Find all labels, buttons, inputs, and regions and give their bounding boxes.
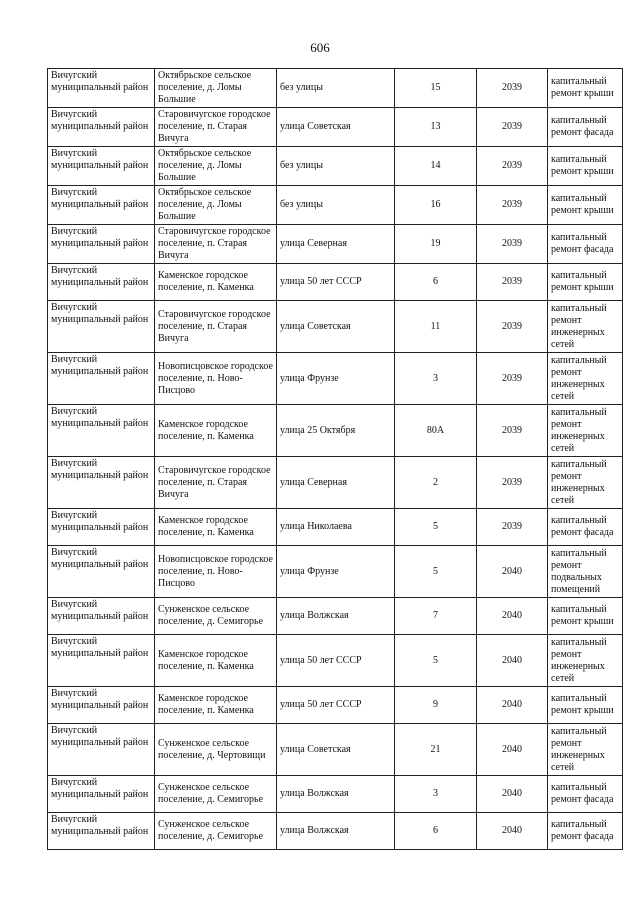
table-row: [48, 225, 623, 264]
year-cell: 2039: [477, 457, 548, 509]
street-cell: улица 25 Октября: [277, 405, 395, 457]
house-number-cell: 7: [395, 598, 477, 635]
district-cell: Вичугский муниципальный район: [48, 509, 155, 546]
district-cell: Вичугский муниципальный район: [48, 301, 155, 353]
year-cell: 2040: [477, 776, 548, 813]
table-row: [48, 457, 623, 509]
settlement-cell: Октябрьское сельское поселение, д. Ломы Большие: [155, 147, 277, 186]
repair-schedule-table: [47, 68, 623, 850]
house-number-cell: 3: [395, 353, 477, 405]
table-row: [48, 186, 623, 225]
work-cell: капитальный ремонт инженерных сетей: [548, 724, 623, 776]
table-row: [48, 264, 623, 301]
street-cell: улица Советская: [277, 301, 395, 353]
house-number-cell: 3: [395, 776, 477, 813]
house-number-cell: 2: [395, 457, 477, 509]
work-cell: капитальный ремонт инженерных сетей: [548, 301, 623, 353]
street-cell: улица 50 лет СССР: [277, 264, 395, 301]
district-cell: Вичугский муниципальный район: [48, 635, 155, 687]
year-cell: 2040: [477, 635, 548, 687]
settlement-cell: Сунженское сельское поселение, д. Семигорье: [155, 776, 277, 813]
work-cell: капитальный ремонт крыши: [548, 687, 623, 724]
work-cell: капитальный ремонт фасада: [548, 225, 623, 264]
year-cell: 2039: [477, 186, 548, 225]
work-cell: капитальный ремонт фасада: [548, 813, 623, 850]
district-cell: Вичугский муниципальный район: [48, 546, 155, 598]
table-row: [48, 546, 623, 598]
house-number-cell: 11: [395, 301, 477, 353]
district-cell: Вичугский муниципальный район: [48, 776, 155, 813]
table-body: [48, 69, 623, 850]
street-cell: улица Северная: [277, 457, 395, 509]
settlement-cell: Октябрьское сельское поселение, д. Ломы Большие: [155, 69, 277, 108]
year-cell: 2039: [477, 147, 548, 186]
district-cell: Вичугский муниципальный район: [48, 687, 155, 724]
house-number-cell: 16: [395, 186, 477, 225]
year-cell: 2039: [477, 69, 548, 108]
work-cell: капитальный ремонт крыши: [548, 69, 623, 108]
street-cell: улица Северная: [277, 225, 395, 264]
year-cell: 2039: [477, 264, 548, 301]
work-cell: капитальный ремонт крыши: [548, 186, 623, 225]
table-row: [48, 776, 623, 813]
year-cell: 2040: [477, 724, 548, 776]
street-cell: улица Советская: [277, 108, 395, 147]
settlement-cell: Каменское городское поселение, п. Каменка: [155, 687, 277, 724]
work-cell: капитальный ремонт фасада: [548, 776, 623, 813]
work-cell: капитальный ремонт крыши: [548, 264, 623, 301]
house-number-cell: 80А: [395, 405, 477, 457]
settlement-cell: Старовичугское городское поселение, п. Старая Вичуга: [155, 108, 277, 147]
house-number-cell: 5: [395, 546, 477, 598]
district-cell: Вичугский муниципальный район: [48, 147, 155, 186]
house-number-cell: 13: [395, 108, 477, 147]
house-number-cell: 5: [395, 635, 477, 687]
house-number-cell: 15: [395, 69, 477, 108]
district-cell: Вичугский муниципальный район: [48, 264, 155, 301]
district-cell: Вичугский муниципальный район: [48, 225, 155, 264]
district-cell: Вичугский муниципальный район: [48, 353, 155, 405]
district-cell: Вичугский муниципальный район: [48, 724, 155, 776]
settlement-cell: Новописцовское городское поселение, п. Ново-Писцово: [155, 546, 277, 598]
table-row: [48, 69, 623, 108]
district-cell: Вичугский муниципальный район: [48, 405, 155, 457]
table-row: [48, 353, 623, 405]
work-cell: капитальный ремонт инженерных сетей: [548, 353, 623, 405]
street-cell: улица Волжская: [277, 776, 395, 813]
house-number-cell: 19: [395, 225, 477, 264]
settlement-cell: Новописцовское городское поселение, п. Ново-Писцово: [155, 353, 277, 405]
table-row: [48, 301, 623, 353]
page-number: 606: [310, 40, 330, 55]
year-cell: 2039: [477, 301, 548, 353]
settlement-cell: Старовичугское городское поселение, п. Старая Вичуга: [155, 301, 277, 353]
year-cell: 2039: [477, 108, 548, 147]
year-cell: 2040: [477, 813, 548, 850]
table-row: [48, 509, 623, 546]
street-cell: улица Советская: [277, 724, 395, 776]
street-cell: улица 50 лет СССР: [277, 687, 395, 724]
work-cell: капитальный ремонт крыши: [548, 147, 623, 186]
house-number-cell: 21: [395, 724, 477, 776]
year-cell: 2039: [477, 405, 548, 457]
district-cell: Вичугский муниципальный район: [48, 186, 155, 225]
street-cell: улица 50 лет СССР: [277, 635, 395, 687]
house-number-cell: 6: [395, 813, 477, 850]
street-cell: улица Фрунзе: [277, 546, 395, 598]
year-cell: 2040: [477, 546, 548, 598]
year-cell: 2040: [477, 687, 548, 724]
work-cell: капитальный ремонт инженерных сетей: [548, 405, 623, 457]
settlement-cell: Сунженское сельское поселение, д. Семигорье: [155, 598, 277, 635]
year-cell: 2040: [477, 598, 548, 635]
settlement-cell: Сунженское сельское поселение, д. Чертовищи: [155, 724, 277, 776]
settlement-cell: Старовичугское городское поселение, п. Старая Вичуга: [155, 457, 277, 509]
district-cell: Вичугский муниципальный район: [48, 598, 155, 635]
settlement-cell: Октябрьское сельское поселение, д. Ломы Большие: [155, 186, 277, 225]
settlement-cell: Каменское городское поселение, п. Каменка: [155, 635, 277, 687]
table-row: [48, 147, 623, 186]
street-cell: без улицы: [277, 186, 395, 225]
house-number-cell: 5: [395, 509, 477, 546]
street-cell: без улицы: [277, 69, 395, 108]
work-cell: капитальный ремонт подвальных помещений: [548, 546, 623, 598]
street-cell: улица Волжская: [277, 598, 395, 635]
district-cell: Вичугский муниципальный район: [48, 457, 155, 509]
house-number-cell: 14: [395, 147, 477, 186]
settlement-cell: Старовичугское городское поселение, п. Старая Вичуга: [155, 225, 277, 264]
work-cell: капитальный ремонт фасада: [548, 509, 623, 546]
street-cell: без улицы: [277, 147, 395, 186]
work-cell: капитальный ремонт инженерных сетей: [548, 457, 623, 509]
table-row: [48, 813, 623, 850]
year-cell: 2039: [477, 225, 548, 264]
table-row: [48, 687, 623, 724]
year-cell: 2039: [477, 353, 548, 405]
house-number-cell: 6: [395, 264, 477, 301]
table-row: [48, 598, 623, 635]
settlement-cell: Каменское городское поселение, п. Каменка: [155, 405, 277, 457]
settlement-cell: Каменское городское поселение, п. Каменка: [155, 509, 277, 546]
house-number-cell: 9: [395, 687, 477, 724]
street-cell: улица Волжская: [277, 813, 395, 850]
street-cell: улица Фрунзе: [277, 353, 395, 405]
settlement-cell: Сунженское сельское поселение, д. Семигорье: [155, 813, 277, 850]
settlement-cell: Каменское городское поселение, п. Каменка: [155, 264, 277, 301]
work-cell: капитальный ремонт фасада: [548, 108, 623, 147]
table-row: [48, 724, 623, 776]
work-cell: капитальный ремонт инженерных сетей: [548, 635, 623, 687]
work-cell: капитальный ремонт крыши: [548, 598, 623, 635]
table-row: [48, 405, 623, 457]
district-cell: Вичугский муниципальный район: [48, 813, 155, 850]
table-row: [48, 108, 623, 147]
district-cell: Вичугский муниципальный район: [48, 69, 155, 108]
year-cell: 2039: [477, 509, 548, 546]
street-cell: улица Николаева: [277, 509, 395, 546]
table-row: [48, 635, 623, 687]
district-cell: Вичугский муниципальный район: [48, 108, 155, 147]
